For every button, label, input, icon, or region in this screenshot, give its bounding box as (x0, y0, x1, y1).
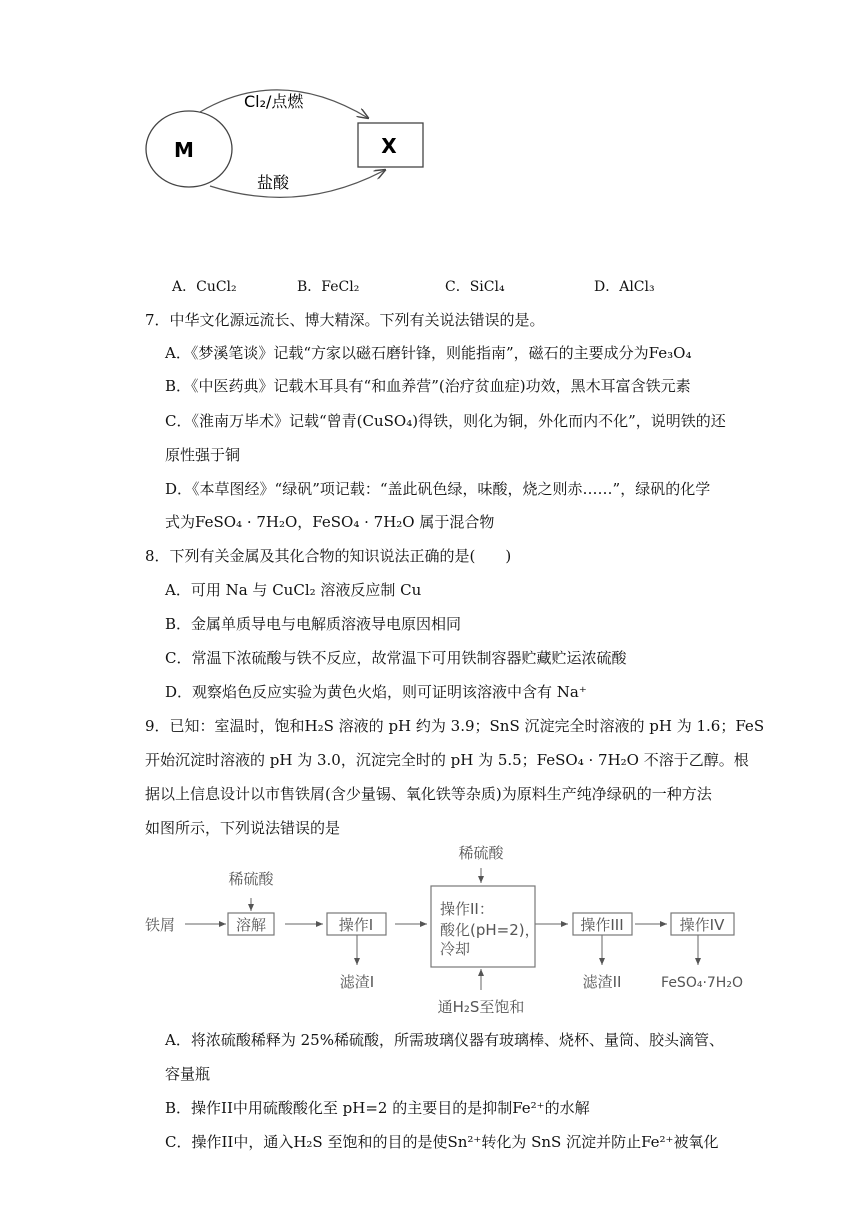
q9-option-c: C．操作II中，通入H₂S 至饱和的目的是使Sn²⁺转化为 SnS 沉淀并防止Fe²⁺被氧化 (165, 1133, 719, 1151)
q8-stem: 8．下列有关金属及其化合物的知识说法正确的是( ) (145, 547, 512, 565)
q6-option-d: D．AlCl₃ (594, 279, 655, 295)
q7-option-a: A．《梦溪笔谈》记载“方家以磁石磨针锋，则能指南”，磁石的主要成分为Fe₃O₄ (165, 344, 692, 362)
q7-stem: 7．中华文化源远流长、博大精深。下列有关说法错误的是。 (145, 311, 545, 329)
flow-op3: 操作III (580, 916, 624, 934)
q9-stem-line3: 据以上信息设计以市售铁屑(含少量锡、氧化铁等杂质)为原料生产纯净绿矾的一种方法 (145, 785, 712, 803)
q8-option-d: D．观察焰色反应实验为黄色火焰，则可证明该溶液中含有 Na⁺ (165, 683, 587, 701)
q7-option-d-line1: D．《本草图经》“绿矾”项记载：“盖此矾色绿，味酸，烧之则赤……”，绿矾的化学 (165, 480, 711, 498)
q7-option-b: B．《中医药典》记载木耳具有“和血养营”(治疗贫血症)功效，黑木耳富含铁元素 (165, 377, 691, 395)
q9-stem-line2: 开始沉淀时溶液的 pH 为 3.0，沉淀完全时的 pH 为 5.5；FeSO₄ · 7H₂O 不溶于乙醇。根 (145, 751, 749, 769)
m-label: M (174, 138, 194, 162)
top-arrow-label: Cl₂/点燃 (244, 92, 304, 111)
q7-option-c-line1: C．《淮南万毕术》记载“曾青(CuSO₄)得铁，则化为铜，外化而内不化”，说明铁的还 (165, 412, 726, 430)
flow-h2s: 通H₂S至饱和 (437, 998, 525, 1016)
flow-product: FeSO₄·7H₂O (661, 975, 743, 991)
bottom-arrow (210, 170, 385, 197)
flow-start: 铁屑 (145, 916, 176, 934)
process-flowchart (140, 838, 760, 1020)
q7-option-c-line2: 原性强于铜 (165, 446, 241, 464)
q6-option-a: A．CuCl₂ (172, 279, 237, 295)
flow-op4: 操作IV (679, 916, 725, 934)
q9-option-b: B．操作II中用硫酸酸化至 pH=2 的主要目的是抑制Fe²⁺的水解 (165, 1099, 590, 1117)
flow-residue2: 滤渣II (582, 973, 622, 991)
q9-option-a-line2: 容量瓶 (165, 1065, 211, 1083)
flow-acid2: 稀硫酸 (458, 844, 504, 862)
flow-op2-line3: 冷却 (440, 940, 471, 958)
q8-option-a: A．可用 Na 与 CuCl₂ 溶液反应制 Cu (165, 581, 422, 599)
q9-option-a-line1: A．将浓硫酸稀释为 25%稀硫酸，所需玻璃仪器有玻璃棒、烧杯、量筒、胶头滴管、 (165, 1031, 724, 1049)
flow-dissolve: 溶解 (235, 916, 267, 934)
bottom-arrow-label: 盐酸 (257, 173, 290, 192)
flow-op1: 操作I (338, 916, 374, 934)
q7-option-d-line2: 式为FeSO₄ · 7H₂O，FeSO₄ · 7H₂O 属于混合物 (165, 513, 495, 531)
x-label: X (381, 134, 397, 158)
flow-acid1: 稀硫酸 (228, 870, 274, 888)
q8-option-c: C．常温下浓硫酸与铁不反应，故常温下可用铁制容器贮藏贮运浓硫酸 (165, 649, 627, 667)
q8-option-b: B．金属单质导电与电解质溶液导电原因相同 (165, 615, 462, 633)
q6-option-c: C．SiCl₄ (445, 279, 505, 295)
flow-op2-line1: 操作II： (440, 900, 494, 918)
flow-residue1: 滤渣I (339, 973, 375, 991)
q9-stem-line1: 9．已知：室温时，饱和H₂S 溶液的 pH 约为 3.9；SnS 沉淀完全时溶液的 pH 为 1.6；FeS (145, 717, 765, 735)
flow-op2-line2: 酸化(pH=2)， (440, 921, 540, 939)
q6-option-b: B．FeCl₂ (297, 279, 360, 295)
q9-stem-line4: 如图所示，下列说法错误的是 (145, 819, 341, 837)
reaction-diagram (140, 70, 440, 210)
